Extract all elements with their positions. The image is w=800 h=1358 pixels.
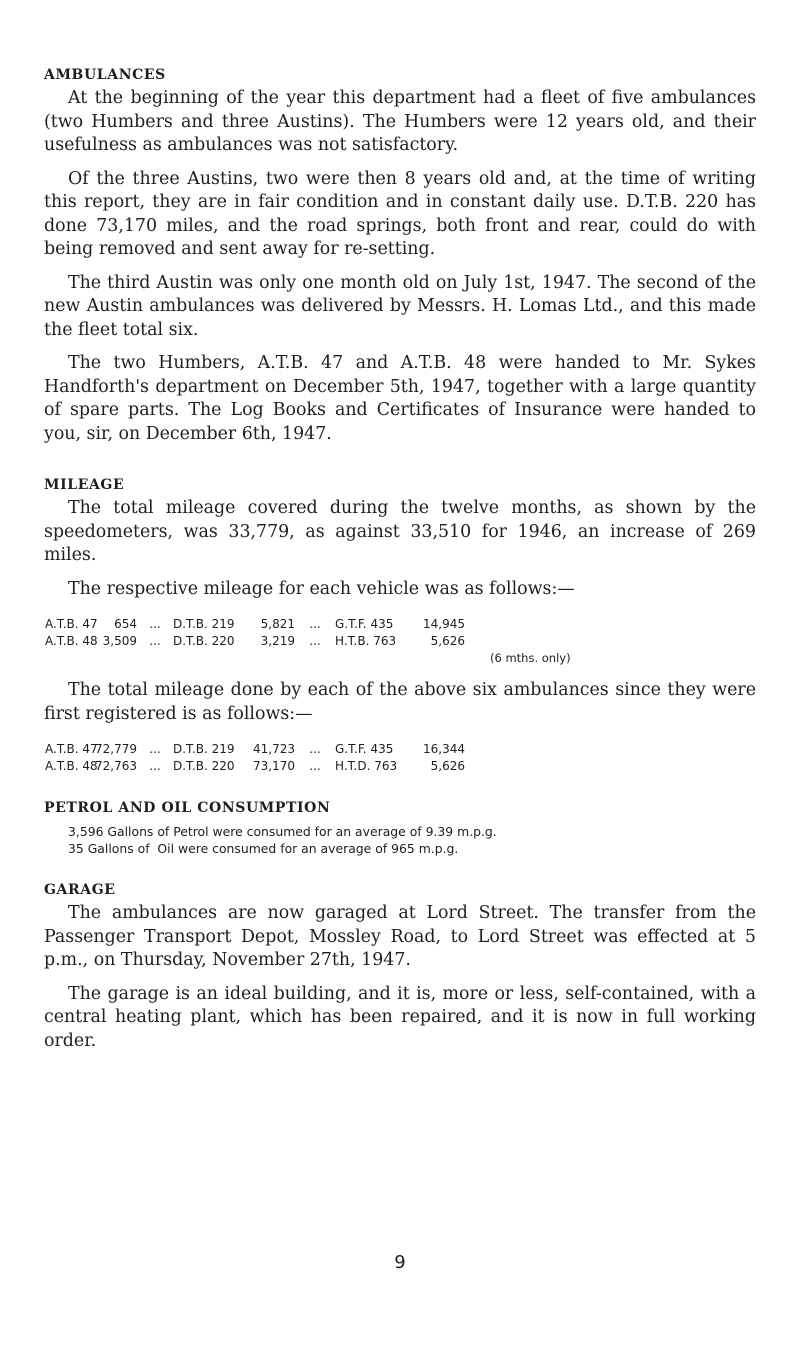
table-cell: ... (309, 634, 321, 648)
garage-paragraph: The ambulances are now garaged at Lord Street. The transfer from the Passenger Transport Depot, Mossley Road, to Lord Street was effected at 5 p.m., on Thursday, November 27th, 1947. (44, 903, 756, 970)
table-cell: ... (149, 634, 161, 648)
table-cell: 5,821 (260, 617, 295, 631)
table-cell: 3,509 (102, 634, 137, 648)
table-cell: ... (149, 759, 161, 773)
table-cell: ... (149, 742, 161, 756)
page-number: 9 (394, 1252, 406, 1273)
table-cell: 3,219 (260, 634, 295, 648)
mileage-paragraph: The respective mileage for each vehicle was as follows:— (68, 578, 575, 599)
table-cell: A.T.B. 47 (45, 617, 98, 631)
table-row (45, 758, 756, 775)
ambulances-paragraph: At the beginning of the year this department had a fleet of five ambulances (two Humbers and three Austins). The Humbers were 12 years old, and their usefulness as ambulances was not satisfactory. (44, 88, 756, 155)
table-cell: G.T.F. 435 (335, 617, 394, 631)
heading-petrol-oil: PETROL AND OIL CONSUMPTION (44, 800, 331, 816)
table-cell: H.T.D. 763 (335, 759, 398, 773)
table-row (45, 633, 756, 650)
table-cell: ... (309, 617, 321, 631)
total-mileage-table (45, 741, 756, 775)
table-cell: ... (309, 759, 321, 773)
vehicle-mileage-table (45, 616, 756, 667)
garage-paragraph: The garage is an ideal building, and it is, more or less, self-contained, with a central heating plant, which has been repaired, and it is now in full working order. (44, 983, 756, 1051)
heading-mileage: MILEAGE (44, 477, 125, 493)
table-cell: A.T.B. 47 (45, 742, 98, 756)
table-cell: 16,344 (423, 742, 465, 756)
table-cell: 5,626 (430, 759, 465, 773)
table-cell: ... (309, 742, 321, 756)
table-cell: G.T.F. 435 (335, 742, 394, 756)
table-cell: 72,779 (95, 742, 137, 756)
consumption-block (44, 823, 756, 857)
table-cell: D.T.B. 219 (173, 617, 235, 631)
petrol-consumption-line: 3,596 Gallons of Petrol were consumed for an average of 9.39 m.p.g. (68, 824, 497, 839)
table-note: (6 mths. only) (490, 651, 571, 665)
table-cell: 73,170 (253, 759, 295, 773)
table-cell: D.T.B. 219 (173, 742, 235, 756)
ambulances-paragraph: The two Humbers, A.T.B. 47 and A.T.B. 48 were handed to Mr. Sykes Handforth's department on December 5th, 1947, together with a large quantity of spare parts. The Log Books and Certificates of Insurance were handed to you, sir, on December 6th, 1947. (44, 353, 756, 444)
table-cell: 72,763 (95, 759, 137, 773)
table-cell: D.T.B. 220 (173, 634, 235, 648)
table-cell: ... (149, 617, 161, 631)
oil-consumption-line: 35 Gallons of Oil were consumed for an average of 965 m.p.g. (68, 841, 459, 856)
report-page (44, 66, 756, 1053)
ambulances-paragraph: Of the three Austins, two were then 8 years old and, at the time of writing this report, they are in fair condition and in constant daily use. D.T.B. 220 has done 73,170 miles, and the road springs, both front and rear, could do with being removed and sent away for re-setting. (44, 168, 756, 259)
mileage-paragraph: The total mileage covered during the twelve months, as shown by the speedometers, was 33,779, as against 33,510 for 1946, an increase of 269 miles. (44, 498, 756, 565)
heading-ambulances: AMBULANCES (44, 67, 166, 83)
table-cell: 654 (114, 617, 137, 631)
heading-garage: GARAGE (44, 882, 116, 898)
table-cell: 14,945 (423, 617, 465, 631)
table-cell: A.T.B. 48 (45, 759, 98, 773)
table-note-row (45, 650, 756, 667)
ambulances-paragraph: The third Austin was only one month old on July 1st, 1947. The second of the new Austin ambulances was delivered by Messrs. H. Lomas Ltd., and this made the fleet total six. (44, 272, 756, 340)
table-cell: 41,723 (253, 742, 295, 756)
table-cell: A.T.B. 48 (45, 634, 98, 648)
table-row (45, 616, 756, 633)
mileage-paragraph: The total mileage done by each of the above six ambulances since they were first registered is as follows:— (44, 680, 756, 724)
table-row (45, 741, 756, 758)
table-cell: H.T.B. 763 (335, 634, 397, 648)
table-cell: D.T.B. 220 (173, 759, 235, 773)
table-cell: 5,626 (430, 634, 465, 648)
